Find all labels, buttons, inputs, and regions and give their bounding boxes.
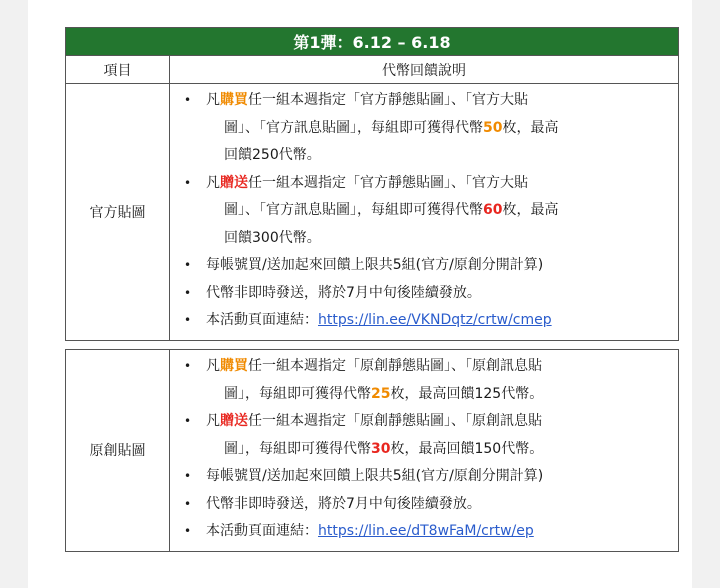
bullet-limit: • 每帳號買/送加起來回饋上限共5組(官方/原創分開計算)	[182, 463, 670, 491]
bullet-dot-icon: •	[184, 359, 192, 373]
bullet-dot-icon: •	[184, 496, 192, 511]
campaign-banner: 第1彈：6.12 – 6.18	[66, 28, 679, 56]
bullet-dot-icon: •	[184, 414, 192, 428]
bullet-dot-icon: •	[184, 469, 192, 483]
official-campaign-link[interactable]: https://lin.ee/VKNDqtz/crtw/cmep	[318, 312, 552, 328]
bullet-dot-icon: •	[184, 93, 192, 107]
original-campaign-link[interactable]: https://lin.ee/dT8wFaM/crtw/ep	[318, 523, 534, 539]
bullet-limit: • 每帳號買/送加起來回饋上限共5組(官方/原創分開計算)	[182, 252, 670, 280]
document-page	[28, 0, 692, 588]
original-stickers-table	[65, 349, 679, 552]
bullet-gift: • 凡贈送任一組本週指定「原創靜態貼圖」、「原創訊息貼 圖」，每組即可獲得代幣30枚，最高回饋150代幣。	[182, 408, 670, 463]
bullet-link: • 本活動頁面連結：https://lin.ee/VKNDqtz/crtw/cmep	[182, 307, 670, 335]
bullet-purchase: • 凡購買任一組本週指定「官方靜態貼圖」、「官方大貼 圖」、「官方訊息貼圖」，每組即可獲得代幣50枚，最高 回饋250代幣。	[182, 87, 670, 170]
bullet-dot-icon: •	[184, 313, 192, 327]
header-description: 代幣回饋說明	[170, 56, 679, 84]
bullet-dot-icon: •	[184, 258, 192, 272]
bullet-dot-icon: •	[184, 524, 192, 538]
official-description-cell	[170, 84, 679, 341]
bullet-purchase: • 凡購買任一組本週指定「原創靜態貼圖」、「原創訊息貼 圖」，每組即可獲得代幣25枚，最高回饋125代幣。	[182, 353, 670, 408]
row-label-official: 官方貼圖	[66, 84, 170, 341]
bullet-gift: • 凡贈送任一組本週指定「官方靜態貼圖」、「官方大貼 圖」、「官方訊息貼圖」，每組即可獲得代幣60枚，最高 回饋300代幣。	[182, 170, 670, 253]
bullet-delivery: • 代幣非即時發送，將於7月中旬後陸續發放。	[182, 280, 670, 308]
bullet-dot-icon: •	[184, 285, 192, 300]
official-stickers-table	[65, 27, 679, 341]
bullet-link: • 本活動頁面連結：https://lin.ee/dT8wFaM/crtw/ep	[182, 518, 670, 546]
bullet-dot-icon: •	[184, 175, 192, 190]
header-item: 項目	[66, 56, 170, 84]
row-label-original: 原創貼圖	[66, 350, 170, 552]
bullet-delivery: • 代幣非即時發送，將於7月中旬後陸續發放。	[182, 491, 670, 519]
original-description-cell	[170, 350, 679, 552]
